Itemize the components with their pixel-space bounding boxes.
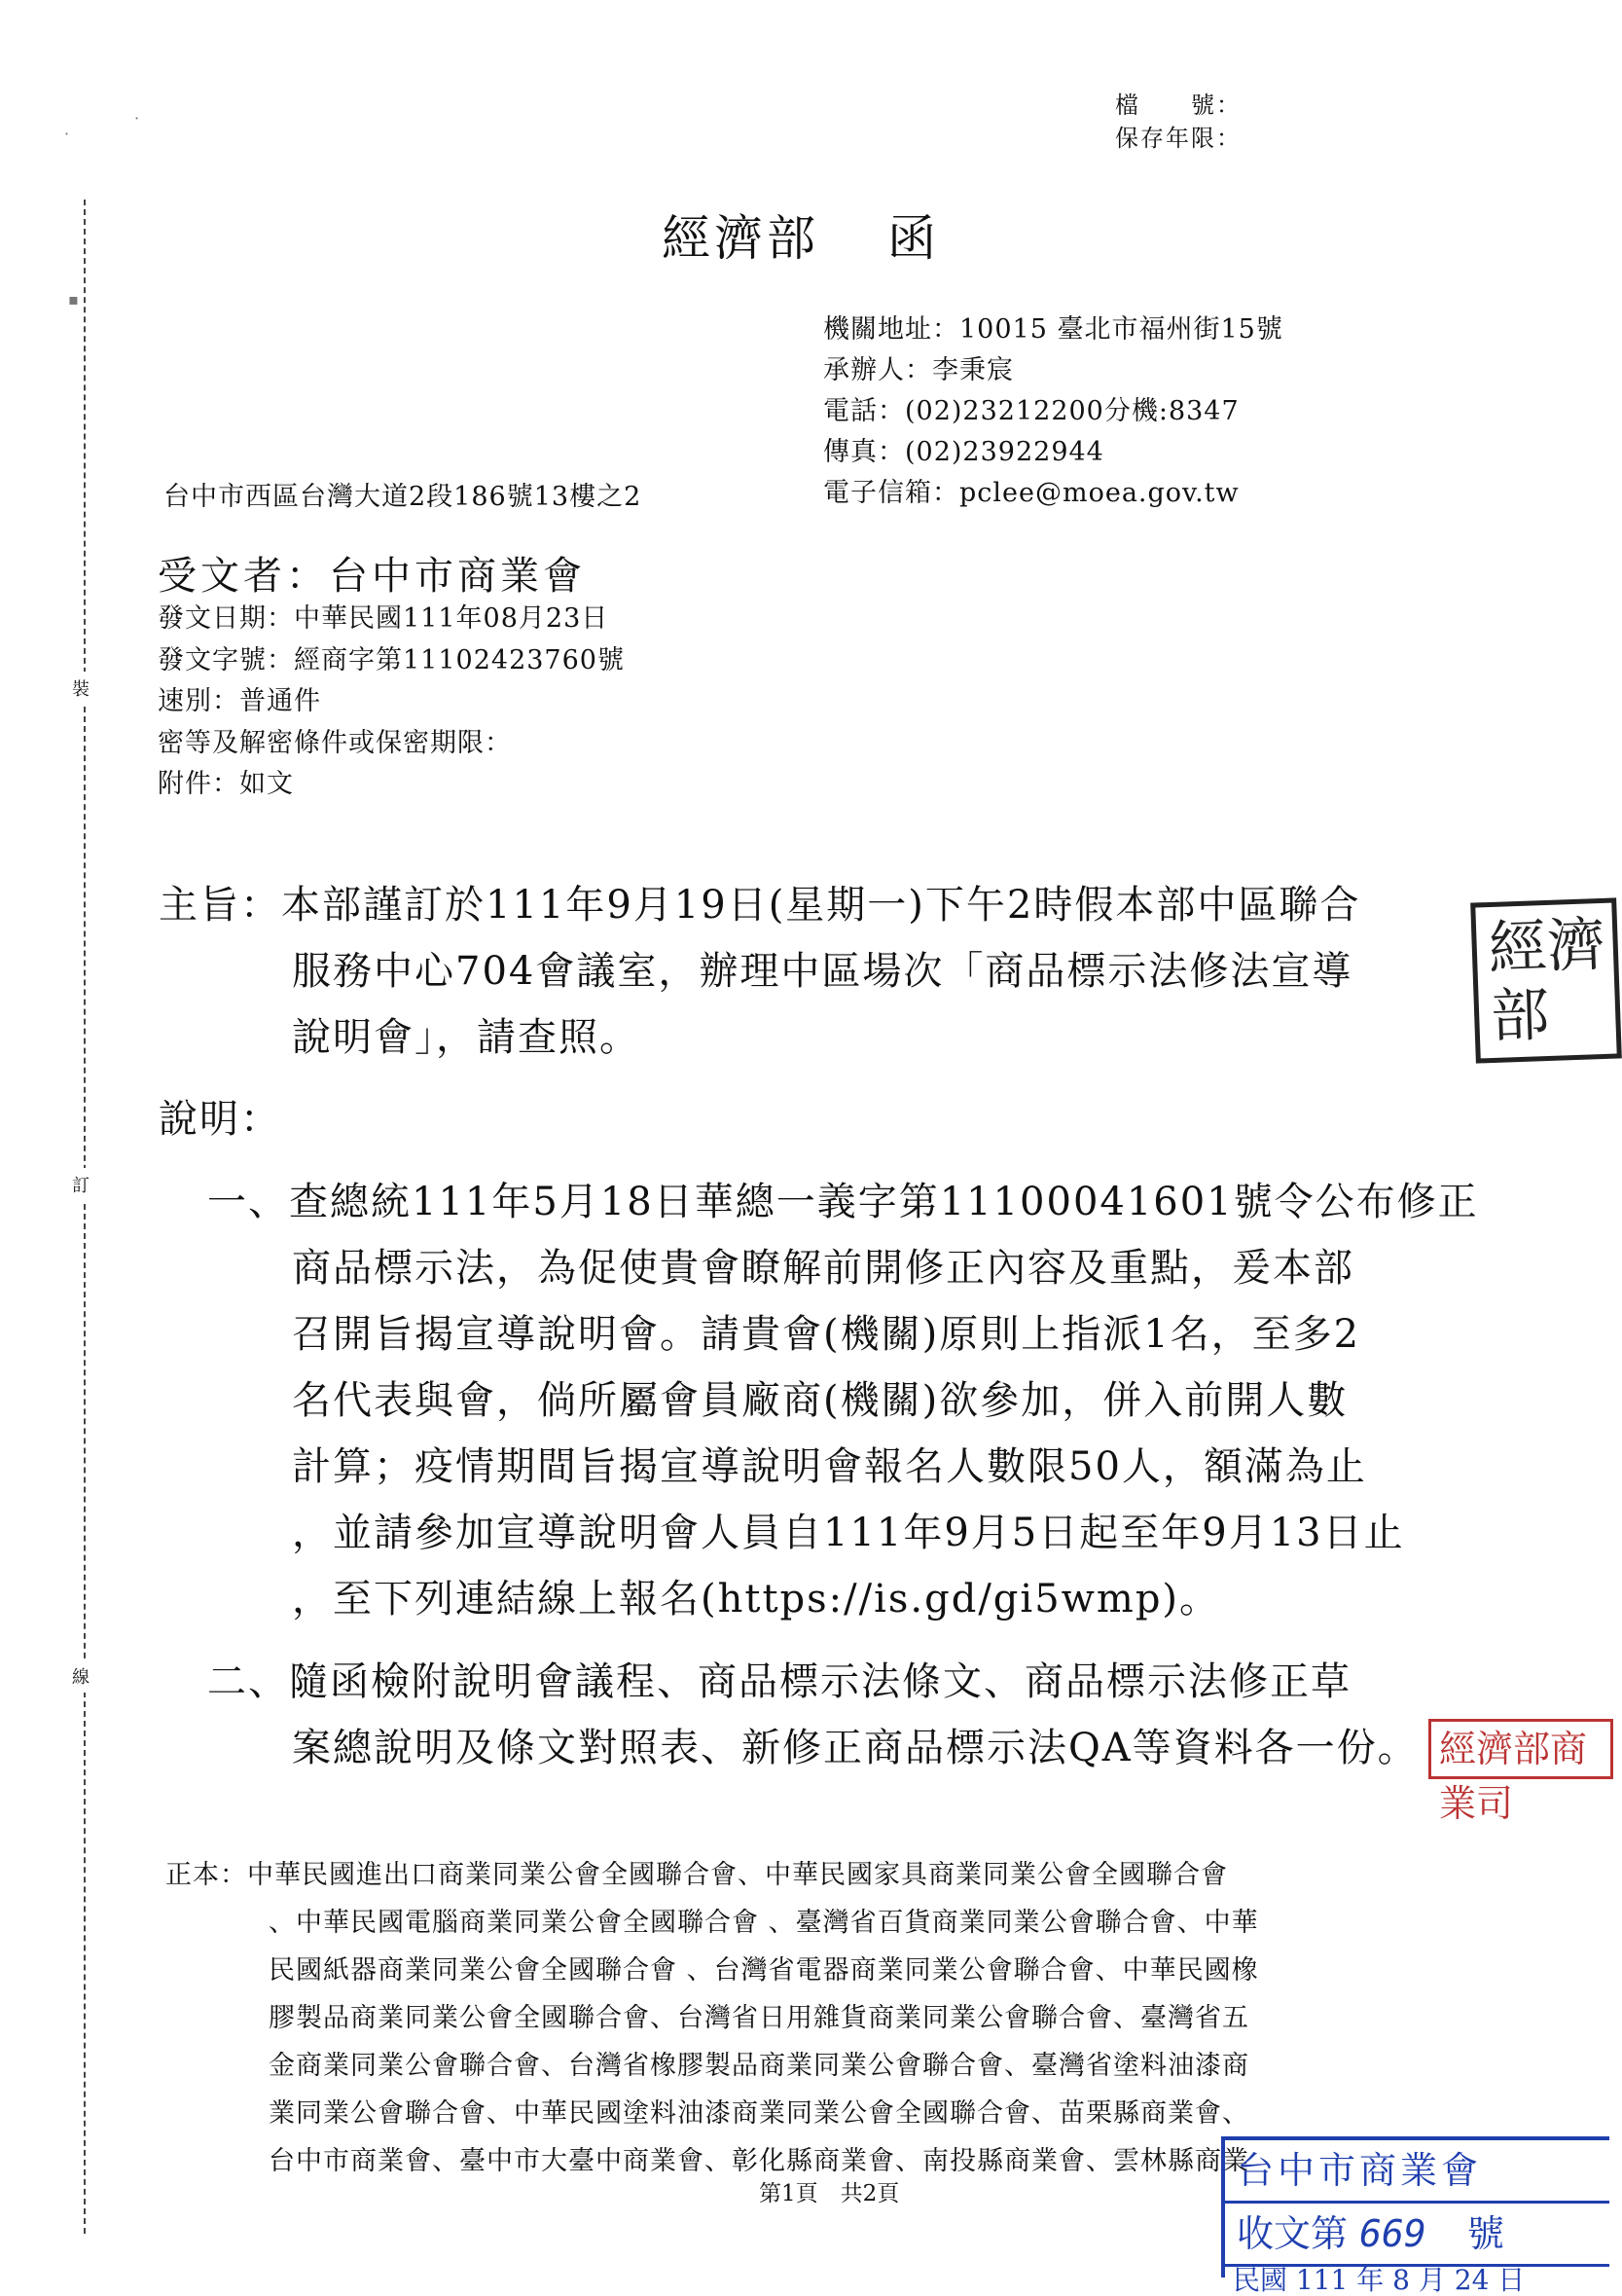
distribution-line: 台中市商業會、臺中市大臺中商業會、彰化縣商業會、南投縣商業會、雲林縣商業 [269, 2146, 1249, 2176]
contact-block [823, 310, 1283, 514]
receipt-suffix: 號 [1466, 2212, 1504, 2255]
distribution-line: 膠製品商業同業公會全國聯合會、台灣省日用雜貨商業同業公會聯合會、臺灣省五 [269, 2003, 1249, 2033]
explanation-item-2-line: 二、隨函檢附說明會議程、商品標示法條文、商品標示法修正草 [207, 1659, 1352, 1704]
distribution-line: 業同業公會聯合會、中華民國塗料油漆商業同業公會全國聯合會、苗栗縣商業會、 [269, 2098, 1249, 2129]
retention-label: 保存年限： [1115, 125, 1242, 152]
distribution-line: 民國紙器商業同業公會全國聯合會 、台灣省電器商業同業公會聯合會、中華民國橡 [269, 1955, 1259, 1986]
phone-number: 電話：(02)23212200分機:8347 [823, 396, 1240, 426]
attachment: 附件：如文 [158, 769, 294, 799]
recipient: 受文者：台中市商業會 [158, 554, 586, 599]
document-meta [158, 599, 625, 806]
receipt-date: 民國 111 年 8 月 24 日 [1233, 2264, 1526, 2296]
document-title [662, 200, 940, 270]
explanation-item-1-line: 商品標示法，為促使貴會瞭解前開修正內容及重點，爰本部 [292, 1246, 1354, 1291]
recipient-address: 台中市西區台灣大道2段186號13樓之2 [163, 482, 642, 512]
subject-line: 說明會」，請查照。 [292, 1015, 640, 1060]
receipt-stamp [1221, 2136, 1609, 2296]
distribution-line: 、中華民國電腦商業同業公會全國聯合會 、臺灣省百貨商業同業公會聯合會、中華 [269, 1908, 1259, 1938]
official-seal-stamp: 經濟部 [1470, 897, 1622, 1063]
secrecy-level: 密等及解密條件或保密期限： [158, 727, 512, 758]
speed-class: 速別：普通件 [158, 686, 321, 716]
explanation-item-2-line: 案總說明及條文對照表、新修正商品標示法QA等資料各一份。 [292, 1726, 1419, 1770]
binding-mark-zhuang: 裝 [72, 672, 90, 705]
distribution-line: 金商業同業公會聯合會、台灣省橡膠製品商業同業公會聯合會、臺灣省塗料油漆商 [269, 2051, 1249, 2081]
explanation-label: 說明： [159, 1097, 281, 1142]
officer-name: 承辦人：李秉宸 [823, 355, 1014, 385]
distribution-line: 正本：中華民國進出口商業同業公會全國聯合會、中華民國家具商業同業公會全國聯合會 [165, 1860, 1228, 1890]
explanation-item-1-line: ，並請參加宣導說明會人員自111年9月5日起至年9月13日止 [292, 1511, 1405, 1555]
explanation-item-1-line: 名代表與會，倘所屬會員廠商(機關)欲參加，併入前開人數 [292, 1378, 1349, 1423]
scan-speck: · [134, 109, 140, 128]
explanation-item-1-line: 計算；疫情期間旨揭宣導說明會報名人數限50人，額滿為止 [292, 1444, 1367, 1489]
binding-mark-xian: 線 [72, 1659, 90, 1693]
file-number-label: 檔 號： [1115, 91, 1242, 119]
receipt-number: 669 [1359, 2212, 1426, 2255]
explanation-item-1-line: 一、查總統111年5月18日華總一義字第11100041601號令公布修正 [207, 1180, 1479, 1224]
official-inline-seal-stamp: 經濟部商業司 [1428, 1719, 1613, 1779]
document-type: 函 [887, 210, 940, 267]
email-address: 電子信箱：pclee@moea.gov.tw [823, 478, 1240, 508]
receipt-org: 台中市商業會 [1225, 2140, 1609, 2204]
explanation-item-1-line: 召開旨揭宣導說明會。請貴會(機關)原則上指派1名，至多2 [292, 1312, 1361, 1357]
receipt-number-row [1225, 2204, 1609, 2267]
issue-date: 發文日期：中華民國111年08月23日 [158, 603, 609, 634]
fax-number: 傳真：(02)23922944 [823, 437, 1104, 467]
agency-address: 機關地址：10015 臺北市福州街15號 [823, 314, 1283, 345]
agency-name: 經濟部 [662, 210, 819, 267]
binding-mark-ding: 訂 [72, 1168, 90, 1201]
scan-speck: · [64, 125, 70, 143]
document-number: 發文字號：經商字第11102423760號 [158, 644, 625, 675]
binding-line [84, 200, 86, 2234]
scan-speck: ▪ [68, 290, 79, 309]
subject-line: 服務中心704會議室，辦理中區場次「商品標示法修法宣導 [292, 949, 1353, 994]
page-number: 第1頁 共2頁 [759, 2181, 900, 2206]
receipt-prefix: 收文第 [1237, 2212, 1349, 2255]
explanation-item-1-line: ，至下列連結線上報名(https://is.gd/gi5wmp)。 [292, 1577, 1221, 1622]
subject-line: 主旨：本部謹訂於111年9月19日(星期一)下午2時假本部中區聯合 [159, 883, 1361, 928]
